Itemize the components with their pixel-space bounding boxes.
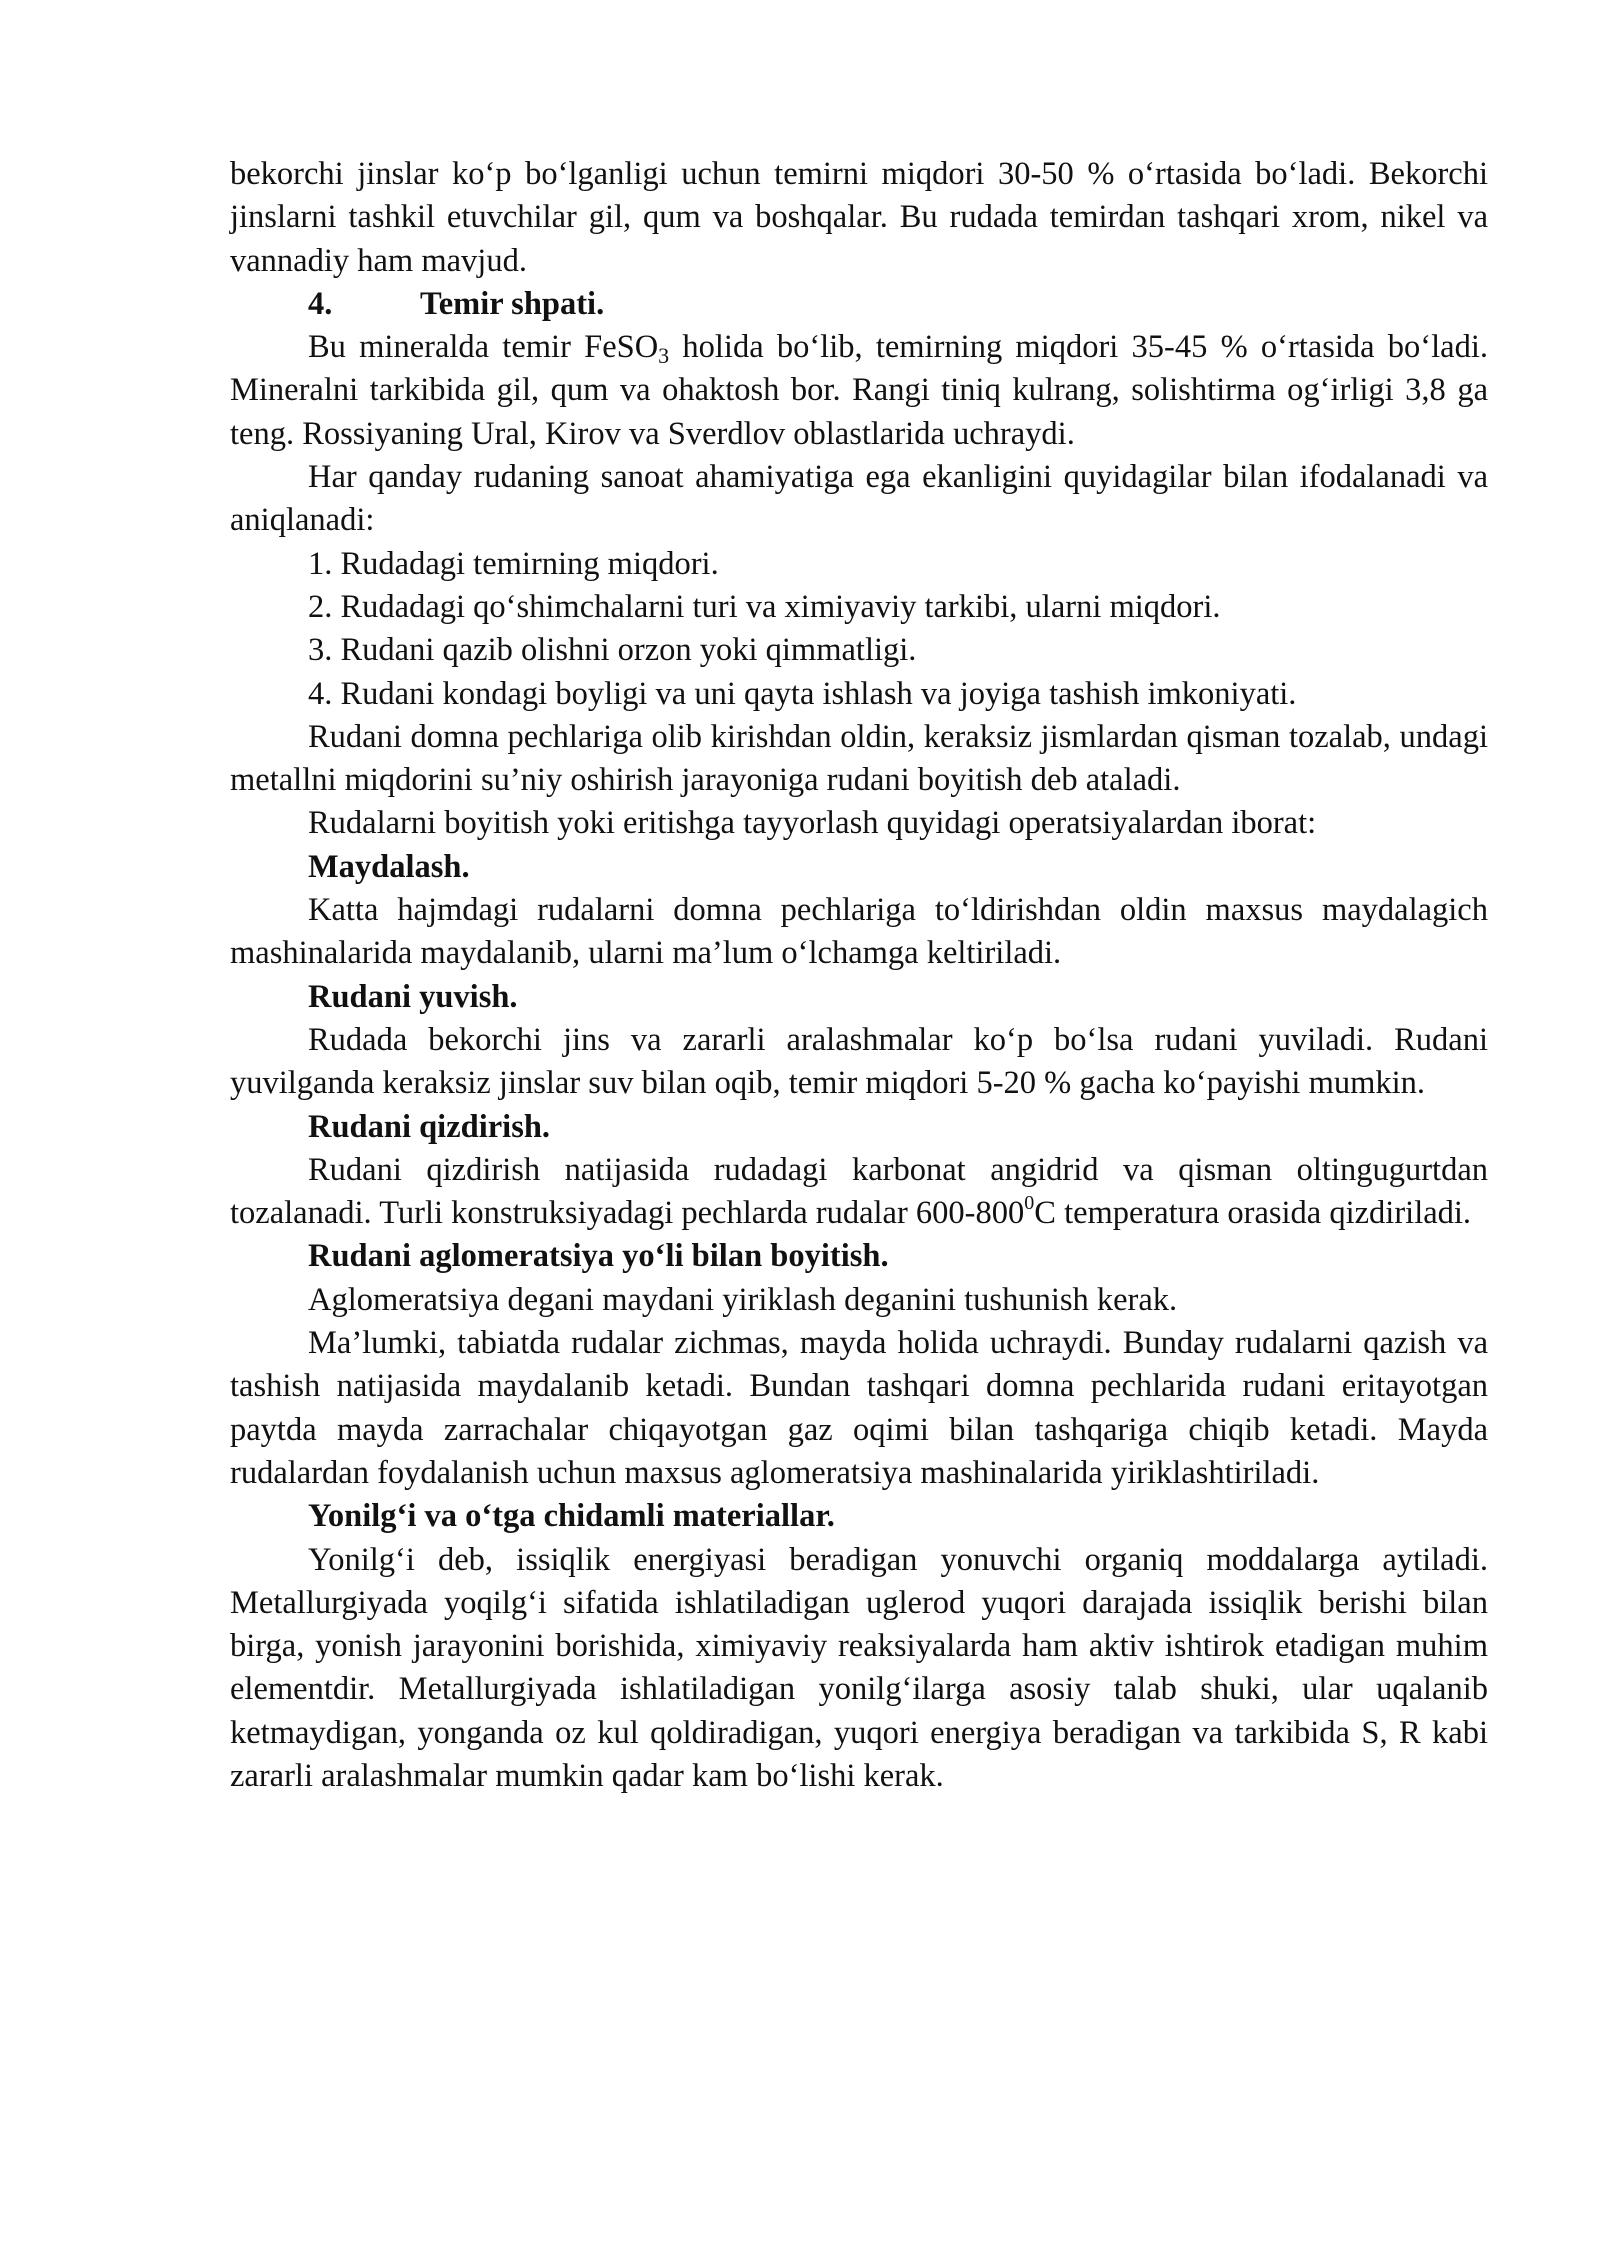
list-item: 2. Rudadagi qo‘shimchalarni turi va ximiyaviy tarkibi, ularni miqdori. — [308, 588, 1221, 625]
paragraph-continuation: bekorchi jinslar ko‘p bo‘lganligi uchun temirni miqdori 30-50 % o‘rtasida bo‘ladi. Bekorchi jinslarni tashkil etuvchilar gil, qum va boshqalar. Bu rudada temirdan tashqari xrom, nikel va vannadiy ham mavjud. — [230, 156, 1488, 279]
paragraph-yonilgi: Yonilg‘i deb, issiqlik energiyasi beradigan yonuvchi organiq moddalarga aytiladi. Metallurgiyada yoqilg‘i sifatida ishlatiladigan uglerod yuqori darajada issiqlik berishi bilan birga, yonish jarayonini borishida, ximiyaviy reaksiyalarda ham aktiv ishtirok etadigan muhim elementdir. Metallurgiyada ishlatiladigan yonilg‘ilarga asosiy talab shuki, ular uqalanib ketmaydigan, yonganda oz kul qoldiradigan, yuqori energiya beradigan va tarkibida S, R kabi zararli aralashmalar mumkin qadar kam bo‘lishi kerak. — [230, 1541, 1488, 1794]
list-item: 4. Rudani kondagi boyligi va uni qayta ishlash va joyiga tashish imkoniyati. — [308, 675, 1297, 712]
paragraph-qizdirish — [230, 1149, 1488, 1236]
heading-maydalash: Maydalash. — [308, 848, 470, 885]
paragraph-aglomeratsiya-def: Aglomeratsiya degani maydani yiriklash deganini tushunish kerak. — [308, 1281, 1178, 1318]
document-page — [230, 153, 1488, 1798]
paragraph-text: Bu mineralda temir FeSO — [308, 329, 659, 366]
paragraph-mineral — [230, 326, 1488, 456]
paragraph-text: holida bo‘lib, temirning miqdori 35-45 % o‘rtasida bo‘ladi. Mineralni tarkibida gil, qum va ohaktosh bor. Rangi tiniq kulrang, solishtirma og‘irligi 3,8 ga teng. Rossiyaning Ural, Kirov va Sverdlov oblastlarida uchraydi. — [230, 329, 1488, 452]
paragraph-operations: Rudalarni boyitish yoki eritishga tayyorlash quyidagi operatsiyalardan iborat: — [308, 805, 1317, 842]
subscript: 3 — [658, 343, 670, 369]
heading-aglomeratsiya: Rudani aglomeratsiya yo‘li bilan boyitish. — [308, 1238, 889, 1275]
section-title: Temir shpati. — [420, 285, 605, 322]
heading-qizdirish: Rudani qizdirish. — [308, 1108, 551, 1145]
paragraph-boyitish: Rudani domna pechlariga olib kirishdan oldin, keraksiz jismlardan qisman tozalab, undagi metallni miqdorini su’niy oshirish jarayoniga rudani boyitish deb ataladi. — [230, 718, 1488, 799]
list-item: 3. Rudani qazib olishni orzon yoki qimmatligi. — [308, 632, 917, 669]
heading-yuvish: Rudani yuvish. — [308, 978, 518, 1015]
section-number: 4. — [308, 285, 333, 322]
paragraph-yuvish: Rudada bekorchi jins va zararli aralashmalar ko‘p bo‘lsa rudani yuviladi. Rudani yuvilganda keraksiz jinslar suv bilan oqib, temir miqdori 5-20 % gacha ko‘payishi mumkin. — [230, 1021, 1488, 1102]
paragraph-criteria-intro: Har qanday rudaning sanoat ahamiyatiga ega ekanligini quyidagilar bilan ifodalanadi va aniqlanadi: — [230, 459, 1488, 539]
paragraph-aglomeratsiya: Ma’lumki, tabiatda rudalar zichmas, mayda holida uchraydi. Bunday rudalarni qazish va tashish natijasida maydalanib ketadi. Bundan tashqari domna pechlarida rudani eritayotgan paytda mayda zarrachalar chiqayotgan gaz oqimi bilan tashqariga chiqib ketadi. Mayda rudalardan foydalanish uchun maxsus aglomeratsiya mashinalarida yiriklashtiriladi. — [230, 1325, 1488, 1491]
paragraph-text: Rudani qizdirish natijasida rudadagi karbonat angidrid va qisman oltingugurtdan tozalanadi. Turli konstruksiyadagi pechlarda rudalar 600-800 — [230, 1151, 1488, 1232]
superscript: 0 — [1024, 1192, 1035, 1215]
paragraph-text: C temperatura orasida qizdiriladi. — [1034, 1195, 1472, 1232]
heading-yonilgi: Yonilg‘i va o‘tga chidamli materiallar. — [308, 1498, 835, 1535]
paragraph-maydalash: Katta hajmdagi rudalarni domna pechlariga to‘ldirishdan oldin maxsus maydalagich mashinalarida maydalanib, ularni ma’lum o‘lchamga keltiriladi. — [230, 892, 1488, 972]
list-item: 1. Rudadagi temirning miqdori. — [308, 545, 719, 582]
section-heading-temir-shpati — [230, 283, 1488, 326]
